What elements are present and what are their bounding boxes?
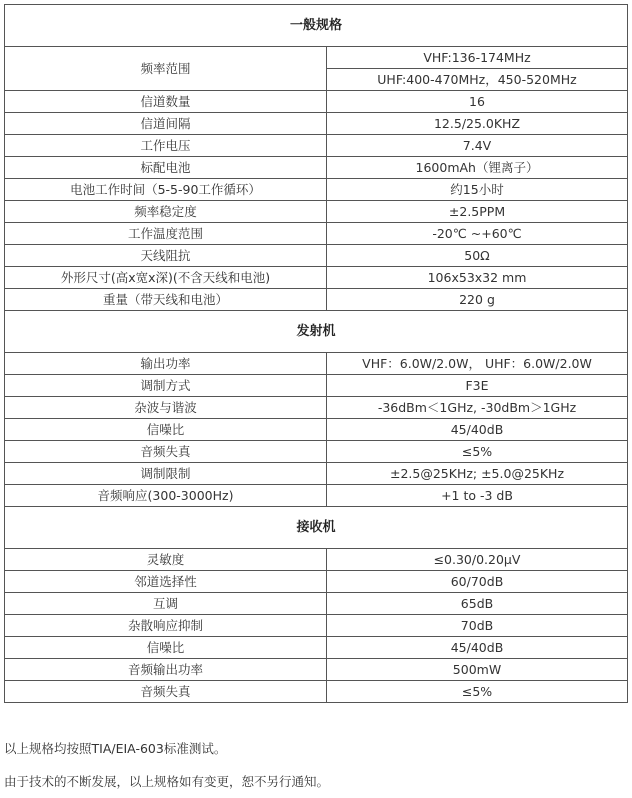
table-row xyxy=(5,397,628,419)
spec-label: 信噪比 xyxy=(5,419,327,441)
table-row xyxy=(5,47,628,69)
table-row xyxy=(5,113,628,135)
spec-value: VHF：6.0W/2.0W， UHF：6.0W/2.0W xyxy=(327,353,628,375)
section-title-general: 一般规格 xyxy=(5,5,628,47)
table-row xyxy=(5,441,628,463)
table-row xyxy=(5,223,628,245)
spec-value: ≤0.30/0.20μV xyxy=(327,549,628,571)
table-row xyxy=(5,267,628,289)
spec-value: ±2.5PPM xyxy=(327,201,628,223)
footnotes xyxy=(4,738,624,792)
spec-value: 60/70dB xyxy=(327,571,628,593)
spec-label: 邻道选择性 xyxy=(5,571,327,593)
table-row xyxy=(5,289,628,311)
spec-value: +1 to -3 dB xyxy=(327,485,628,507)
spec-value: ≤5% xyxy=(327,441,628,463)
spec-value: 50Ω xyxy=(327,245,628,267)
table-row xyxy=(5,637,628,659)
spec-label: 外形尺寸(高x宽x深)(不含天线和电池) xyxy=(5,267,327,289)
spec-label: 工作温度范围 xyxy=(5,223,327,245)
spec-value: VHF:136-174MHz xyxy=(327,47,628,69)
table-row xyxy=(5,681,628,703)
spec-table xyxy=(4,4,628,703)
table-row xyxy=(5,463,628,485)
table-row xyxy=(5,659,628,681)
table-row xyxy=(5,245,628,267)
table-row xyxy=(5,353,628,375)
spec-label: 天线阻抗 xyxy=(5,245,327,267)
spec-label: 信噪比 xyxy=(5,637,327,659)
spec-value: 106x53x32 mm xyxy=(327,267,628,289)
spec-value: 12.5/25.0KHZ xyxy=(327,113,628,135)
section-header-receiver xyxy=(5,507,628,549)
spec-value: 65dB xyxy=(327,593,628,615)
table-row xyxy=(5,201,628,223)
section-title-receiver: 接收机 xyxy=(5,507,628,549)
spec-value: 约15小时 xyxy=(327,179,628,201)
table-row xyxy=(5,593,628,615)
footnote-disclaimer: 由于技术的不断发展，以上规格如有变更，恕不另行通知。 xyxy=(4,774,330,789)
spec-label: 工作电压 xyxy=(5,135,327,157)
section-header-transmitter xyxy=(5,311,628,353)
spec-label: 调制限制 xyxy=(5,463,327,485)
spec-label: 灵敏度 xyxy=(5,549,327,571)
spec-label: 音频失真 xyxy=(5,681,327,703)
table-row xyxy=(5,179,628,201)
table-row xyxy=(5,485,628,507)
spec-value: 7.4V xyxy=(327,135,628,157)
spec-value: 220 g xyxy=(327,289,628,311)
spec-label: 信道间隔 xyxy=(5,113,327,135)
table-row xyxy=(5,91,628,113)
spec-label: 输出功率 xyxy=(5,353,327,375)
spec-label: 频率范围 xyxy=(5,47,327,91)
section-header-general xyxy=(5,5,628,47)
spec-label: 互调 xyxy=(5,593,327,615)
table-row xyxy=(5,615,628,637)
spec-value: -20℃ ~+60℃ xyxy=(327,223,628,245)
table-row xyxy=(5,157,628,179)
table-row xyxy=(5,549,628,571)
table-row xyxy=(5,375,628,397)
spec-value: 45/40dB xyxy=(327,419,628,441)
table-row xyxy=(5,135,628,157)
spec-label: 杂波与谐波 xyxy=(5,397,327,419)
spec-value: ±2.5@25KHz; ±5.0@25KHz xyxy=(327,463,628,485)
footnote-standard: 以上规格均按照TIA/EIA-603标准测试。 xyxy=(4,741,227,756)
spec-label: 音频响应(300-3000Hz) xyxy=(5,485,327,507)
spec-label: 调制方式 xyxy=(5,375,327,397)
spec-label: 杂散响应抑制 xyxy=(5,615,327,637)
table-row xyxy=(5,571,628,593)
spec-value: 16 xyxy=(327,91,628,113)
spec-value: 45/40dB xyxy=(327,637,628,659)
spec-value: UHF:400-470MHz，450-520MHz xyxy=(327,69,628,91)
spec-label: 音频失真 xyxy=(5,441,327,463)
spec-label: 音频输出功率 xyxy=(5,659,327,681)
spec-value: ≤5% xyxy=(327,681,628,703)
spec-label: 电池工作时间（5-5-90工作循环） xyxy=(5,179,327,201)
spec-label: 信道数量 xyxy=(5,91,327,113)
spec-value: 500mW xyxy=(327,659,628,681)
spec-value: 1600mAh（锂离子） xyxy=(327,157,628,179)
spec-label: 标配电池 xyxy=(5,157,327,179)
spec-label: 频率稳定度 xyxy=(5,201,327,223)
spec-label: 重量（带天线和电池） xyxy=(5,289,327,311)
spec-value: F3E xyxy=(327,375,628,397)
section-title-transmitter: 发射机 xyxy=(5,311,628,353)
table-row xyxy=(5,419,628,441)
spec-value: 70dB xyxy=(327,615,628,637)
spec-value: -36dBm＜1GHz, -30dBm＞1GHz xyxy=(327,397,628,419)
